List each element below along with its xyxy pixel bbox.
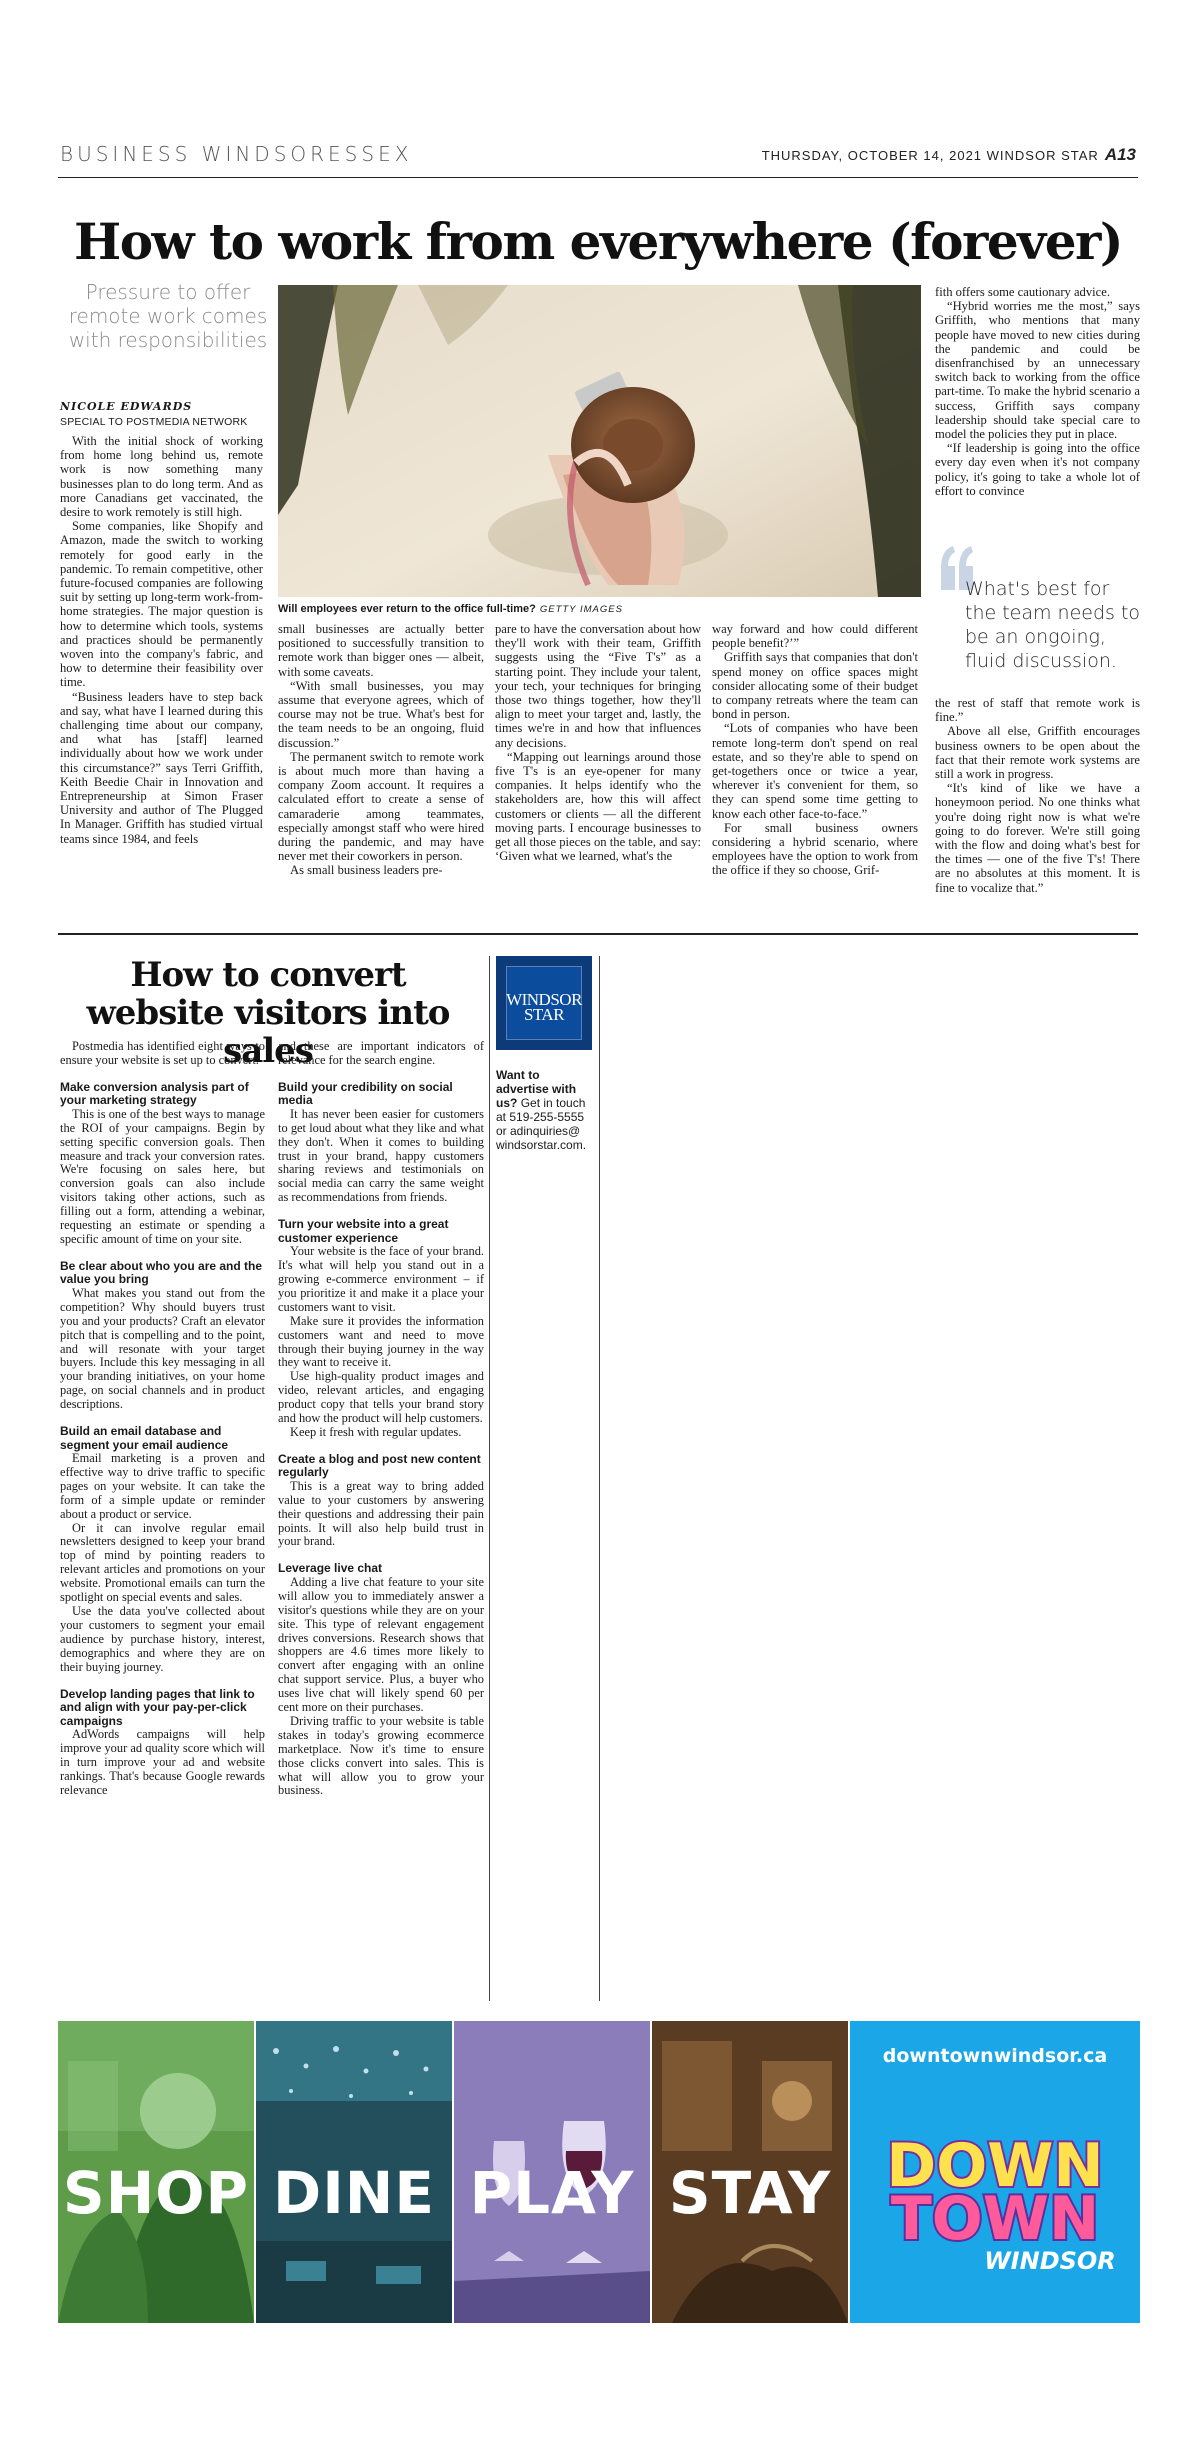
subhead: Be clear about who you are and the value you bring	[60, 1258, 263, 1287]
caption-text: Will employees ever return to the office full-time?	[278, 603, 536, 615]
paragraph: Use the data you've collected about your customers to segment your email audience by purchase history, interest, demographics and where they are on their buying journey.	[60, 1604, 265, 1674]
paragraph: Adding a live chat feature to your site will allow you to immediately answer a visitor's questions while they are on your site. This type of relevant engagement drives conversions. Research shows that shoppers are 4.6 times more likely to convert after engaging with an online chat support service. Plus, a buyer who uses live chat will likely spend 60 per cent more on their purchases.	[278, 1574, 484, 1715]
banner-word: STAY	[668, 2159, 832, 2227]
byline	[60, 400, 270, 428]
paragraph: Griffith says that companies that don't spend money on office spaces might consider allocating some of their budget to company retreats where the team can bond in person.	[712, 650, 918, 722]
logo-line-2: STAR	[523, 1005, 565, 1024]
website-url[interactable]: downtownwindsor.ca	[882, 2045, 1108, 2067]
paragraph: “Business leaders have to step back and say, what have I learned during this challenging time about our company, and what has [staff] learned individually about how we work under this circumstance?” says Terri Griffith, Keith Beedie Chair in Innovation and Entrepreneurship at Simon Fraser University and author of The Plugged In Manager. Griffith has studied virtual teams since 1984, and feels	[60, 689, 263, 846]
paragraph: It has never been easier for customers to get loud about what they like and what they don't. When it comes to building trust in your brand, happy customers sharing reviews and testimonials on social media can carry the same weight as recommendations from friends.	[278, 1106, 484, 1205]
article-photo	[278, 285, 921, 597]
windsor-star-logo	[496, 956, 592, 1050]
paragraph: As small business leaders pre-	[290, 863, 443, 878]
paragraph: With the initial shock of working from home long behind us, remote work is now something many businesses plan to do long term. And as more Canadians get vaccinated, the desire to work remotely is still high.	[60, 434, 263, 520]
paragraph: For small business owners considering a hybrid scenario, where employees have the option to work from the office if they so choose, Grif-	[712, 820, 918, 878]
paragraph: Make sure it provides the information customers want and need to move through their buying journey in the way they want to receive it.	[278, 1313, 484, 1370]
paragraph: Some companies, like Shopify and Amazon, made the switch to working remotely for good early in the pandemic. To remain competitive, other future-focused companies are following suit by setting up long-term work-from-home strategies. The major question is how to determine which tools, systems and practices should be permanently woven into the company's fabric, and how to determine their feasibility over time.	[60, 519, 263, 690]
paragraph: pare to have the conversation about how they'll work with their team, Griffith suggests using the “Five T's” as a starting point. They include your talent, your tech, your techniques for bringing those two things together, how they'll align to meet your target and, lastly, the times we're in and how that influences any decisions.	[495, 622, 701, 750]
page-number: A13	[1104, 145, 1136, 164]
logo-windsor: WINDSOR	[984, 2247, 1116, 2275]
dateline-text: THURSDAY, OCTOBER 14, 2021 WINDSOR STAR	[761, 148, 1099, 163]
stay-tile	[652, 2021, 848, 2323]
paragraph: “If leadership is going into the office every day even when it's not company policy, it's going to take a whole lot of effort to convince	[935, 441, 1140, 498]
downtown-windsor-brand-tile	[850, 2021, 1140, 2323]
paragraph: Postmedia has identified eight ways to ensure your website is set up to convert.	[60, 1039, 265, 1067]
paragraph: and these are important indicators of relevance for the search engine.	[278, 1039, 484, 1067]
paragraph: Keep it fresh with regular updates.	[290, 1424, 462, 1439]
paragraph: Email marketing is a proven and effective way to drive traffic to specific pages on your website. It can take the form of a simple update or reminder about a product or service.	[60, 1451, 265, 1521]
paragraph: Or it can involve regular email newsletters designed to keep your brand top of mind by pointing readers to relevant articles and promotions on your website. Promotional emails can turn the spotlight on special events and sales.	[60, 1520, 265, 1605]
column-rule	[489, 956, 490, 2001]
paragraph: This is a great way to bring added value to your customers by answering their questions and addressing their pain points. It will also help build trust in your brand.	[278, 1478, 484, 1549]
logo-line-1: WINDSOR	[506, 990, 582, 1009]
subhead: Develop landing pages that link to and align with your pay-per-click campaigns	[60, 1686, 255, 1728]
section-divider	[58, 933, 1138, 935]
paragraph: Use high-quality product images and video, relevant articles, and engaging product copy that tells your brand story and how the product will help customers.	[278, 1369, 484, 1426]
paragraph: “Hybrid worries me the most,” says Griffith, who mentions that many people have moved to new cities during the pandemic and could be disenfranchised by an unnecessary switch back to working from the office part-time. To make the hybrid scenario a success, Griffith says company leadership should take special care to model the policies they put in place.	[935, 299, 1140, 442]
masthead	[58, 140, 1138, 178]
paragraph: way forward and how could different people benefit?’”	[712, 622, 918, 651]
shop-tile	[58, 2021, 254, 2323]
paragraph: fith offers some cautionary advice.	[935, 285, 1110, 299]
advertise-cta	[496, 1068, 592, 1152]
article-deck: Pressure to offer remote work comes with responsibilities	[68, 280, 268, 352]
play-tile	[454, 2021, 650, 2323]
subhead: Leverage live chat	[278, 1561, 383, 1576]
paragraph: “With small businesses, you may assume that everyone agrees, which of course may not be true. What's best for the team needs to be an ongoing, fluid discussion.”	[278, 678, 484, 750]
paragraph: AdWords campaigns will help improve your ad quality score which will in turn improve your ad and website rankings. That's because Google rewards relevance	[60, 1727, 265, 1797]
byline-role: SPECIAL TO POSTMEDIA NETWORK	[60, 416, 248, 428]
paragraph: “Mapping out learnings around those five T's is an eye-opener for many companies. It helps identify who the stakeholders are, how this will affect customers or clients — all the different moving parts. I encourage businesses to get all those pieces on the table, and say: ‘Given what we learned, what's the	[495, 749, 701, 864]
subhead: Create a blog and post new content regularly	[278, 1451, 481, 1480]
logo-down: DOWN	[886, 2131, 1104, 2201]
article-column-2	[278, 622, 484, 878]
subhead: Build an email database and segment your email audience	[60, 1424, 229, 1452]
paragraph: “It's kind of like we have a honeymoon period. No one thinks what you're doing right now is what we're going to do forever. We're still going with the flow and doing what's best for the times — one of the five T's! There are no absolutes at this moment. It is fine to vocalize that.”	[935, 781, 1140, 895]
subhead: Make conversion analysis part of your marketing strategy	[60, 1079, 249, 1108]
column-rule	[599, 956, 600, 2001]
dateline	[762, 145, 1136, 165]
logo-town: TOWN	[890, 2184, 1100, 2254]
paragraph: The permanent switch to remote work is about much more than having a company Zoom account. It requires a calculated effort to create a sense of camaraderie among teammates, especially amongst staff who were hired during the pandemic, and may have never met their coworkers in person.	[278, 749, 484, 864]
paragraph: What makes you stand out from the competition? Why should buyers trust you and your products? Craft an elevator pitch that is compelling and to the point, and will resonate with your target buyers. Include this key messaging in all your branding initiatives, on your home page, on social channels and in product descriptions.	[60, 1285, 265, 1412]
article-column-3	[495, 622, 701, 863]
paragraph: Your website is the face of your brand. It's what will help you stand out in a growing e-commerce environment – if you prioritize it and make it a place your customers want to visit.	[278, 1244, 484, 1314]
paragraph: Driving traffic to your website is table stakes in today's growing ecommerce marketplace. Now it's time to ensure those clicks convert into sales. This is what will allow you to grow your business.	[278, 1713, 484, 1798]
windsor-star-house-ad[interactable]	[496, 956, 592, 1152]
article-headline: How to work from everywhere (forever)	[73, 212, 1123, 271]
subhead: Turn your website into a great customer experience	[278, 1217, 449, 1245]
woman-with-laptop-photo	[278, 285, 921, 597]
article-column-5-bottom	[935, 696, 1140, 895]
banner-word: PLAY	[469, 2159, 635, 2227]
cta-heading: Want to advertise with us?	[496, 1068, 577, 1110]
byline-name: NICOLE EDWARDS	[60, 400, 193, 413]
paragraph: small businesses are actually better positioned to successfully transition to remote work than bigger ones — albeit, with some caveats.	[278, 622, 484, 679]
article2-column-2	[278, 1040, 484, 1798]
banner-word: DINE	[273, 2159, 435, 2227]
paragraph: the rest of staff that remote work is fine.”	[935, 696, 1140, 725]
photo-credit: GETTY IMAGES	[539, 604, 623, 615]
photo-caption	[278, 603, 623, 615]
article-column-1	[60, 434, 263, 846]
paragraph: This is one of the best ways to manage the ROI of your campaigns. Begin by setting specific conversion goals. Then measure and track your conversion rates. We're focusing on sales here, but conversion goals can also include visitors taking other actions, such as filling out a form, attending a webinar, requesting an estimate or spending a specific amount of time on your site.	[60, 1106, 265, 1246]
paragraph: “Lots of companies who have been remote long-term don't spend on real estate, and so they're able to spend on get-togethers once or twice a year, wherever it's convenient for them, so they can spend some time getting to know each other face-to-face.”	[712, 721, 918, 821]
banner-word: SHOP	[62, 2159, 250, 2227]
article2-headline: How to convert website visitors into sales	[86, 955, 450, 1071]
article-column-4	[712, 622, 918, 878]
cta-contact: Get in touch at 519-255-5555 or adinquiries@ windsorstar.com.	[496, 1096, 587, 1152]
pull-quote-text: What's best for the team needs to be an ongoing, fluid discussion.	[965, 578, 1141, 672]
section-name: BUSINESS WINDSORESSEX	[60, 142, 413, 166]
downtown-windsor-ad[interactable]	[58, 2021, 1140, 2323]
article2-column-1	[60, 1040, 265, 1798]
paragraph: Above all else, Griffith encourages business owners to be open about the fact that their remote work systems are still a work in progress.	[935, 724, 1140, 782]
article-column-5-top	[935, 285, 1140, 498]
subhead: Build your credibility on social media	[278, 1079, 453, 1108]
dine-tile	[256, 2021, 452, 2323]
downtown-windsor-logo	[850, 2021, 1140, 2323]
